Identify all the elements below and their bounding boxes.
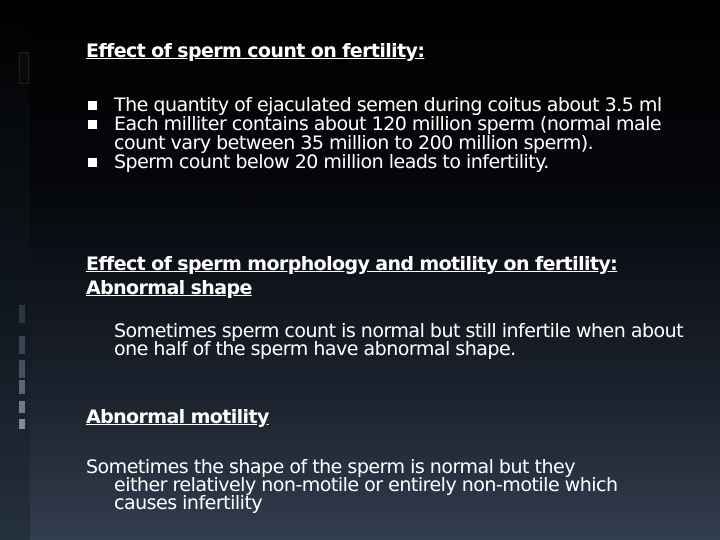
square-bullet-icon — [88, 120, 97, 129]
decorative-square — [19, 360, 25, 378]
morphology-motility-heading: Effect of sperm morphology and motility on fertility: — [86, 253, 618, 275]
paragraph-continuation: either relatively non-motile or entirely non-motile which causes infertility — [114, 474, 618, 514]
decorative-square — [19, 336, 25, 354]
abnormal-motility-heading: Abnormal motility — [86, 406, 269, 428]
decorative-square — [19, 380, 25, 394]
abnormal-motility-paragraph — [86, 458, 684, 512]
abnormal-shape-paragraph: Sometimes sperm count is normal but still infertile when about one half of the sperm have abnormal shape. — [114, 320, 684, 360]
bullet-item — [86, 115, 684, 153]
decorative-square — [19, 401, 25, 413]
sperm-count-bullet-list — [86, 96, 684, 172]
bullet-text: The quantity of ejaculated semen during coitus about 3.5 ml — [114, 94, 662, 116]
abnormal-shape-heading: Abnormal shape — [86, 277, 252, 299]
square-bullet-icon — [88, 101, 97, 110]
square-bullet-icon — [88, 158, 97, 167]
bullet-text: Sperm count below 20 million leads to infertility. — [114, 151, 549, 173]
bullet-item — [86, 153, 684, 172]
sperm-count-heading: Effect of sperm count on fertility: — [86, 40, 425, 62]
decorative-square — [19, 52, 29, 84]
paragraph-first-line: Sometimes the shape of the sperm is normal but they — [86, 456, 575, 478]
decorative-square — [19, 419, 25, 429]
bullet-text: Each milliter contains about 120 million sperm (normal male count vary between 35 million to 200 million sperm). — [114, 113, 662, 154]
decorative-square — [19, 305, 25, 323]
